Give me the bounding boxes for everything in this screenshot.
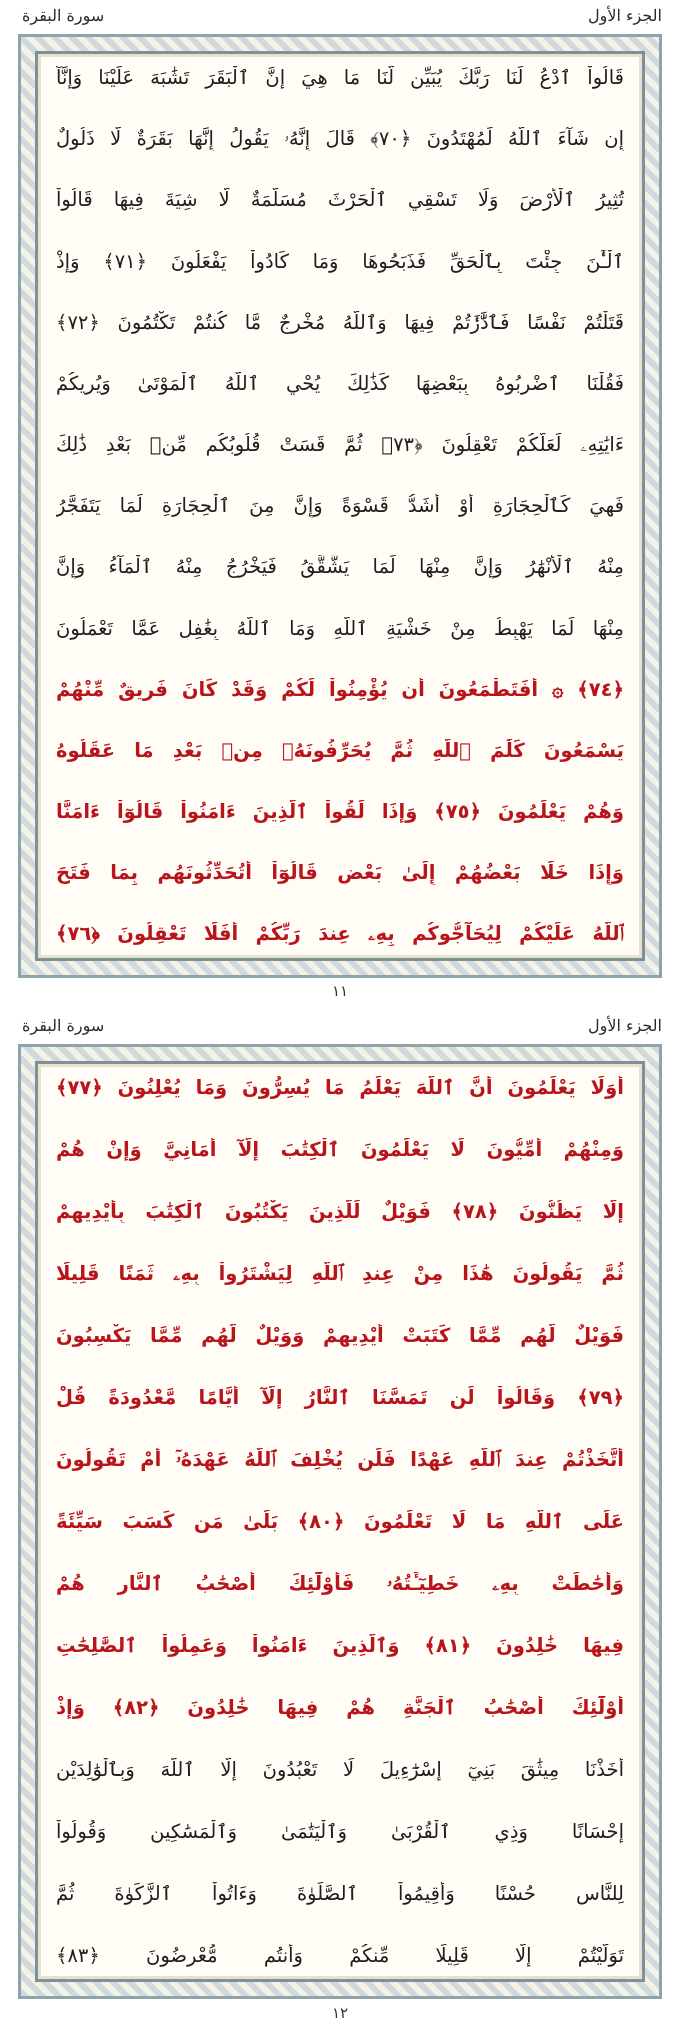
juz-label: الجزء الأول	[587, 6, 662, 25]
mushaf-page-1	[0, 0, 680, 1005]
page-number: ١٢	[331, 2004, 349, 2022]
verse-line: وَإِذَا خَلَا بَعْضُهُمْ إِلَىٰ بَعْضٍ قَالُوٓاْ أَتُحَدِّثُونَهُم بِمَا فَتَحَ	[56, 861, 624, 885]
verse-line: إِحْسَانًا وَذِي ٱلْقُرْبَىٰ وَٱلْيَتَٰمَىٰ وَٱلْمَسَٰكِينِ وَقُولُواْ	[56, 1819, 624, 1843]
verse-line: فَقُلْنَا ٱضْرِبُوهُ بِبَعْضِهَا كَذَٰلِكَ يُحْيِ ٱللَّهُ ٱلْمَوْتَىٰ وَيُرِيكُمْ	[56, 371, 624, 395]
verse-line: فَهِيَ كَٱلْحِجَارَةِ أَوْ أَشَدُّ قَسْوَةً وَإِنَّ مِنَ ٱلْحِجَارَةِ لَمَا يَتَفَجَّرُ	[56, 494, 624, 518]
text-panel	[35, 51, 645, 961]
verse-line: تُثِيرُ ٱلْأَرْضَ وَلَا تَسْقِي ٱلْحَرْثَ مُسَلَّمَةٌ لَّا شِيَةَ فِيهَا قَالُواْ	[56, 188, 624, 212]
verse-line: لِلنَّاسِ حُسْنًا وَأَقِيمُواْ ٱلصَّلَوٰةَ وَءَاتُواْ ٱلزَّكَوٰةَ ثُمَّ	[56, 1881, 624, 1905]
verse-line: أَتَّخَذْتُمْ عِندَ ٱللَّهِ عَهْدًا فَلَن يُخْلِفَ ٱللَّهُ عَهْدَهُۥٓ أَمْ تَقُولُونَ	[56, 1447, 624, 1471]
verse-line: أُوْلَٰٓئِكَ أَصْحَٰبُ ٱلْجَنَّةِ هُمْ فِيهَا خَٰلِدُونَ ﴿٨٢﴾ وَإِذْ	[56, 1695, 624, 1719]
mushaf-page-2	[0, 1010, 680, 2027]
surah-name-label: سورة البقرة	[22, 1016, 105, 1035]
page-number: ١١	[331, 982, 349, 1000]
verse-line: ﴿٧٤﴾ ۞ أَفَتَطْمَعُونَ أَن يُؤْمِنُواْ لَكُمْ وَقَدْ كَانَ فَرِيقٌ مِّنْهُمْ	[56, 677, 624, 701]
verse-line: ثُمَّ يَقُولُونَ هَٰذَا مِنْ عِندِ ٱللَّهِ لِيَشْتَرُواْ بِهِۦ ثَمَنًا قَلِيلًا	[56, 1261, 624, 1285]
verse-line: قَتَلْتُمْ نَفْسًا فَٱدَّٰرَٰٔتُمْ فِيهَا وَٱللَّهُ مُخْرِجٌ مَّا كُنتُمْ تَكْتُمُونَ ﴿٧٢﴾	[56, 310, 624, 334]
verse-line: وَهُمْ يَعْلَمُونَ ﴿٧٥﴾ وَإِذَا لَقُواْ ٱلَّذِينَ ءَامَنُواْ قَالُوٓاْ ءَامَنَّا	[56, 800, 624, 824]
verse-line: ٱلْـَٰٔنَ جِئْتَ بِٱلْحَقِّ فَذَبَحُوهَا وَمَا كَادُواْ يَفْعَلُونَ ﴿٧١﴾ وَإِذْ	[56, 249, 624, 273]
verse-line: ٱللَّهُ عَلَيْكُمْ لِيُحَآجُّوكُم بِهِۦ عِندَ رَبِّكُمْ أَفَلَا تَعْقِلُونَ ﴿٧٦﴾	[56, 922, 624, 946]
verse-lines	[56, 66, 624, 946]
verse-line: فِيهَا خَٰلِدُونَ ﴿٨١﴾ وَٱلَّذِينَ ءَامَنُواْ وَعَمِلُواْ ٱلصَّٰلِحَٰتِ	[56, 1633, 624, 1657]
verse-lines	[56, 1076, 624, 1967]
page-header	[0, 1010, 680, 1044]
verse-line: ﴿٧٩﴾ وَقَالُواْ لَن تَمَسَّنَا ٱلنَّارُ إِلَّآ أَيَّامًا مَّعْدُودَةً قُلْ	[56, 1385, 624, 1409]
verse-line: أَخَذْنَا مِيثَٰقَ بَنِيٓ إِسْرَٰٓءِيلَ لَا تَعْبُدُونَ إِلَّا ٱللَّهَ وَبِٱلْوَٰلِدَيْنِ	[56, 1757, 624, 1781]
juz-label: الجزء الأول	[587, 1016, 662, 1035]
verse-line: فَوَيْلٌ لَّهُم مِّمَّا كَتَبَتْ أَيْدِيهِمْ وَوَيْلٌ لَّهُم مِّمَّا يَكْسِبُونَ	[56, 1323, 624, 1347]
verse-line: إِن شَآءَ ٱللَّهُ لَمُهْتَدُونَ ﴿٧٠﴾ قَالَ إِنَّهُۥ يَقُولُ إِنَّهَا بَقَرَةٌ لَّا ذَلُولٌ	[56, 127, 624, 151]
verse-line: وَأَحَٰطَتْ بِهِۦ خَطِيٓـَٔتُهُۥ فَأُوْلَٰٓئِكَ أَصْحَٰبُ ٱلنَّارِ هُمْ	[56, 1571, 624, 1595]
ornamental-frame	[18, 34, 662, 978]
ornamental-frame	[18, 1044, 662, 1999]
verse-line: ءَايَٰتِهِۦ لَعَلَّكُمْ تَعْقِلُونَ ﴿٧٣﴾ ثُمَّ قَسَتْ قُلُوبُكُم مِّنۢ بَعْدِ ذَٰلِكَ	[56, 433, 624, 457]
text-panel	[35, 1061, 645, 1982]
page-header	[0, 0, 680, 34]
verse-line: يَسْمَعُونَ كَلَٰمَ ٱللَّهِ ثُمَّ يُحَرِّفُونَهُۥ مِنۢ بَعْدِ مَا عَقَلُوهُ	[56, 738, 624, 762]
verse-line: مِنْهُ ٱلْأَنْهَٰرُ وَإِنَّ مِنْهَا لَمَا يَشَّقَّقُ فَيَخْرُجُ مِنْهُ ٱلْمَآءُ وَإِنَّ	[56, 555, 624, 579]
verse-line: وَمِنْهُمْ أُمِّيُّونَ لَا يَعْلَمُونَ ٱلْكِتَٰبَ إِلَّآ أَمَانِيَّ وَإِنْ هُمْ	[56, 1137, 624, 1161]
verse-line: إِلَّا يَظُنُّونَ ﴿٧٨﴾ فَوَيْلٌ لِّلَّذِينَ يَكْتُبُونَ ٱلْكِتَٰبَ بِأَيْدِيهِمْ	[56, 1199, 624, 1223]
verse-line: عَلَى ٱللَّهِ مَا لَا تَعْلَمُونَ ﴿٨٠﴾ بَلَىٰ مَن كَسَبَ سَيِّئَةً	[56, 1509, 624, 1533]
verse-line: أَوَلَا يَعْلَمُونَ أَنَّ ٱللَّهَ يَعْلَمُ مَا يُسِرُّونَ وَمَا يُعْلِنُونَ ﴿٧٧﴾	[56, 1076, 624, 1099]
verse-line: تَوَلَّيْتُمْ إِلَّا قَلِيلًا مِّنكُمْ وَأَنتُم مُّعْرِضُونَ ﴿٨٣﴾	[56, 1943, 624, 1967]
verse-line: مِنْهَا لَمَا يَهْبِطُ مِنْ خَشْيَةِ ٱللَّهِ وَمَا ٱللَّهُ بِغَٰفِلٍ عَمَّا تَعْمَلُونَ	[56, 616, 624, 640]
verse-line: قَالُواْ ٱدْعُ لَنَا رَبَّكَ يُبَيِّن لَّنَا مَا هِيَ إِنَّ ٱلْبَقَرَ تَشَٰبَهَ عَلَيْنَا وَإِنَّآ	[56, 66, 624, 89]
surah-name-label: سورة البقرة	[22, 6, 105, 25]
